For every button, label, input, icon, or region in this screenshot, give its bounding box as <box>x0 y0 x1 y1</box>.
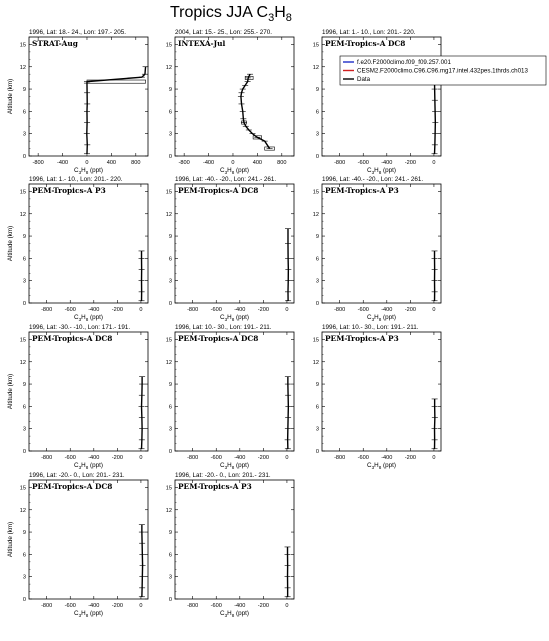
panel-header: 1996, Lat: -40.- -20., Lon: 241.- 261. <box>322 176 424 183</box>
panel-6 <box>313 176 441 322</box>
y-tick-label: 6 <box>168 256 172 263</box>
y-tick-label: 15 <box>312 42 319 49</box>
legend-label: Data <box>357 76 371 84</box>
x-tick-label: -200 <box>257 455 269 461</box>
y-tick-label: 0 <box>22 597 26 603</box>
x-tick-label: -800 <box>178 160 190 166</box>
y-tick-label: 15 <box>165 42 172 49</box>
x-axis-label-part: C <box>220 167 225 174</box>
x-tick-label: -600 <box>64 603 76 609</box>
x-axis-label-part: C <box>74 610 79 617</box>
x-tick-label: -200 <box>404 307 416 313</box>
x-axis-label-part: (ppt) <box>381 167 396 174</box>
panel-header: 1996, Lat: 18.- 24., Lon: 197.- 205. <box>29 29 126 36</box>
y-tick-label: 12 <box>312 211 319 218</box>
x-tick-label: 0 <box>432 455 436 461</box>
x-axis-label-part: (ppt) <box>234 314 249 321</box>
y-tick-label: 6 <box>315 256 319 263</box>
y-tick-label: 3 <box>22 574 26 581</box>
y-tick-label: 0 <box>168 597 172 603</box>
y-tick-label: 0 <box>22 154 26 160</box>
x-axis-label <box>367 314 396 322</box>
y-tick-label: 3 <box>22 278 26 285</box>
x-tick-label: 0 <box>85 160 89 166</box>
y-tick-label: 0 <box>22 449 26 455</box>
x-axis-label <box>74 462 103 470</box>
panel-4 <box>7 176 148 322</box>
y-tick-label: 3 <box>168 278 172 285</box>
y-tick-label: 3 <box>168 131 172 138</box>
x-axis-label-part: C <box>74 314 79 321</box>
panel-header: 1996, Lat: -20.- 0., Lon: 201.- 231. <box>29 472 125 479</box>
x-axis-label-part: 8 <box>378 465 382 470</box>
campaign-label: PEM-Tropics-A P3 <box>178 482 252 491</box>
panel-header: 1996, Lat: -40.- -20., Lon: 241.- 261. <box>175 176 277 183</box>
y-tick-label: 12 <box>19 64 26 71</box>
panel-frame <box>175 184 294 303</box>
panel-5 <box>166 176 294 322</box>
x-tick-label: 400 <box>106 160 117 166</box>
panel-frame <box>322 332 441 451</box>
x-tick-label: 800 <box>277 160 287 166</box>
x-tick-label: -200 <box>111 455 123 461</box>
x-tick-label: -400 <box>88 603 100 609</box>
x-tick-label: -400 <box>234 603 246 609</box>
panel-2 <box>166 29 294 175</box>
x-axis-label-part: C <box>220 314 225 321</box>
x-axis-label-part: (ppt) <box>88 314 103 321</box>
x-tick-label: -600 <box>64 307 76 313</box>
y-tick-label: 15 <box>19 337 26 344</box>
x-axis-label-part: 8 <box>85 317 89 322</box>
y-tick-label: 12 <box>165 507 172 514</box>
x-tick-label: -600 <box>357 455 369 461</box>
y-tick-label: 12 <box>165 359 172 366</box>
x-axis-label-part: 8 <box>231 317 235 322</box>
y-tick-label: 0 <box>315 154 319 160</box>
y-tick-label: 3 <box>22 131 26 138</box>
x-axis-label-part: 8 <box>378 170 382 175</box>
x-tick-label: -400 <box>202 160 215 166</box>
panel-frame <box>322 37 441 156</box>
x-axis-label-part: C <box>74 462 79 469</box>
y-tick-label: 12 <box>312 359 319 366</box>
y-tick-label: 3 <box>315 131 319 138</box>
y-tick-label: 15 <box>312 189 319 196</box>
x-tick-label: 0 <box>285 455 289 461</box>
campaign-label: PEM-Tropics-A DC8 <box>178 334 259 343</box>
campaign-label: PEM-Tropics-A DC8 <box>32 334 113 343</box>
y-tick-label: 9 <box>168 234 172 241</box>
panel-header: 1996, Lat: 1.- 10., Lon: 201.- 220. <box>322 29 416 36</box>
x-axis-label-part: C <box>74 167 79 174</box>
x-tick-label: 0 <box>231 160 235 166</box>
title-mid: H <box>274 4 286 21</box>
y-tick-label: 9 <box>168 382 172 389</box>
x-tick-label: -200 <box>111 307 123 313</box>
x-tick-label: -800 <box>32 160 44 166</box>
y-tick-label: 0 <box>315 301 319 307</box>
y-axis-label: Altitude (km) <box>7 225 14 262</box>
x-axis-label <box>220 167 249 175</box>
y-tick-label: 6 <box>168 404 172 411</box>
panel-header: 1996, Lat: 1.- 10., Lon: 201.- 220. <box>29 176 123 183</box>
y-tick-label: 15 <box>19 42 26 49</box>
campaign-label: STRAT-Aug <box>32 39 78 48</box>
campaign-label: PEM-Tropics-A P3 <box>325 186 399 195</box>
x-tick-label: -200 <box>404 455 416 461</box>
panels-container <box>7 29 441 618</box>
y-tick-label: 15 <box>312 337 319 344</box>
panel-frame <box>175 332 294 451</box>
y-tick-label: 15 <box>165 189 172 196</box>
x-axis-label-part: 3 <box>371 317 375 322</box>
x-axis-label-part: (ppt) <box>88 167 103 174</box>
x-axis-label-part: (ppt) <box>381 462 396 469</box>
x-tick-label: -400 <box>381 455 393 461</box>
x-tick-label: -200 <box>111 603 123 609</box>
x-axis-label-part: 3 <box>78 613 82 618</box>
panel-header: 2004, Lat: 15.- 25., Lon: 255.- 270. <box>175 29 272 36</box>
series-line-data <box>288 377 289 449</box>
x-axis-label-part: (ppt) <box>381 314 396 321</box>
x-tick-label: -600 <box>357 160 369 166</box>
x-tick-label: -600 <box>210 455 222 461</box>
x-tick-label: 0 <box>139 307 143 313</box>
y-tick-label: 0 <box>315 449 319 455</box>
panel-frame <box>29 480 148 599</box>
x-tick-label: -400 <box>88 455 100 461</box>
x-axis-label <box>74 610 103 618</box>
panel-header: 1996, Lat: 10.- 30., Lon: 191.- 211. <box>175 324 272 331</box>
legend <box>340 56 546 85</box>
x-tick-label: 800 <box>131 160 141 166</box>
y-tick-label: 0 <box>168 301 172 307</box>
x-axis-label <box>220 314 249 322</box>
x-tick-label: -400 <box>56 160 69 166</box>
x-axis-label-part: H <box>81 314 86 321</box>
x-axis-label-part: 3 <box>371 170 375 175</box>
x-tick-label: -400 <box>234 307 246 313</box>
x-axis-label-part: H <box>374 167 379 174</box>
x-tick-label: -800 <box>334 455 346 461</box>
x-axis-label-part: 8 <box>85 170 89 175</box>
figure-title <box>170 4 292 24</box>
x-tick-label: -400 <box>381 160 393 166</box>
x-axis-label-part: H <box>227 462 232 469</box>
y-tick-label: 3 <box>315 278 319 285</box>
x-axis-label-part: 3 <box>371 465 375 470</box>
y-tick-label: 12 <box>312 64 319 71</box>
x-tick-label: 0 <box>285 307 289 313</box>
y-tick-label: 9 <box>315 382 319 389</box>
x-tick-label: -200 <box>404 160 416 166</box>
y-tick-label: 12 <box>165 211 172 218</box>
y-tick-label: 6 <box>315 109 319 116</box>
x-tick-label: 400 <box>252 160 263 166</box>
x-axis-label-part: C <box>220 610 225 617</box>
title-subscript-8: 8 <box>285 12 292 24</box>
x-tick-label: 0 <box>432 160 436 166</box>
panel-frame <box>175 480 294 599</box>
x-tick-label: 0 <box>432 307 436 313</box>
x-axis-label-part: 3 <box>224 317 228 322</box>
panel-7 <box>7 324 148 470</box>
y-tick-label: 9 <box>168 87 172 94</box>
panel-3 <box>313 29 441 175</box>
x-tick-label: -400 <box>381 307 393 313</box>
x-axis-label-part: C <box>220 462 225 469</box>
x-axis-label-part: H <box>81 610 86 617</box>
x-axis-label-part: (ppt) <box>88 462 103 469</box>
series-line-data <box>435 74 436 154</box>
x-tick-label: -600 <box>210 603 222 609</box>
x-tick-label: -600 <box>64 455 76 461</box>
y-axis-label: Altitude (km) <box>7 373 14 410</box>
y-tick-label: 3 <box>315 426 319 433</box>
campaign-label: PEM-Tropics-A DC8 <box>32 482 113 491</box>
x-tick-label: -400 <box>88 307 100 313</box>
campaign-label: PEM-Tropics-A P3 <box>325 334 399 343</box>
y-tick-label: 12 <box>165 64 172 71</box>
x-axis-label <box>74 314 103 322</box>
x-axis-label-part: H <box>227 610 232 617</box>
x-axis-label-part: H <box>81 462 86 469</box>
x-axis-label-part: 8 <box>85 465 89 470</box>
y-tick-label: 12 <box>19 359 26 366</box>
y-tick-label: 0 <box>168 154 172 160</box>
campaign-label: INTEXA-Jul <box>178 39 226 48</box>
campaign-label: PEM-Tropics-A P3 <box>32 186 106 195</box>
x-axis-label-part: H <box>374 314 379 321</box>
x-tick-label: -800 <box>187 455 199 461</box>
y-tick-label: 9 <box>315 234 319 241</box>
x-tick-label: 0 <box>139 603 143 609</box>
x-axis-label-part: (ppt) <box>88 610 103 617</box>
x-axis-label-part: 8 <box>85 613 89 618</box>
title-main: Tropics JJA C <box>170 4 269 21</box>
x-axis-label-part: C <box>367 314 372 321</box>
x-axis-label-part: 3 <box>224 613 228 618</box>
x-axis-label <box>220 462 249 470</box>
y-tick-label: 12 <box>19 507 26 514</box>
x-axis-label-part: (ppt) <box>234 462 249 469</box>
x-axis-label-part: 3 <box>224 465 228 470</box>
panel-1 <box>7 29 149 175</box>
x-tick-label: -800 <box>334 307 346 313</box>
x-axis-label-part: (ppt) <box>234 610 249 617</box>
panel-header: 1996, Lat: -20.- 0., Lon: 201.- 231. <box>175 472 271 479</box>
series-line-data <box>142 377 143 449</box>
x-axis-label-part: 8 <box>378 317 382 322</box>
x-tick-label: -400 <box>234 455 246 461</box>
panel-header: 1996, Lat: -30.- -10., Lon: 171.- 191. <box>29 324 131 331</box>
x-axis-label <box>220 610 249 618</box>
y-tick-label: 15 <box>19 485 26 492</box>
y-tick-label: 3 <box>22 426 26 433</box>
x-axis-label-part: 3 <box>224 170 228 175</box>
x-axis-label-part: H <box>374 462 379 469</box>
x-axis-label-part: C <box>367 462 372 469</box>
x-tick-label: 0 <box>285 603 289 609</box>
y-tick-label: 15 <box>165 337 172 344</box>
x-tick-label: -800 <box>41 603 53 609</box>
y-tick-label: 6 <box>315 404 319 411</box>
x-tick-label: -800 <box>41 455 53 461</box>
x-axis-label-part: H <box>227 167 232 174</box>
panel-11 <box>166 472 294 618</box>
x-tick-label: -200 <box>257 307 269 313</box>
y-tick-label: 12 <box>19 211 26 218</box>
x-axis-label-part: 3 <box>78 317 82 322</box>
y-axis-label: Altitude (km) <box>7 78 14 115</box>
y-tick-label: 9 <box>315 87 319 94</box>
campaign-label: PEM-Tropics-A DC8 <box>178 186 259 195</box>
x-tick-label: -800 <box>187 603 199 609</box>
y-tick-label: 9 <box>22 382 26 389</box>
y-tick-label: 15 <box>165 485 172 492</box>
panel-9 <box>313 324 441 470</box>
panel-8 <box>166 324 294 470</box>
x-axis-label-part: 8 <box>231 613 235 618</box>
x-axis-label-part: H <box>227 314 232 321</box>
x-axis-label-part: 8 <box>231 170 235 175</box>
x-axis-label-part: C <box>367 167 372 174</box>
x-axis-label <box>367 462 396 470</box>
x-tick-label: -600 <box>210 307 222 313</box>
y-tick-label: 3 <box>168 574 172 581</box>
x-axis-label-part: (ppt) <box>234 167 249 174</box>
x-axis-label-part: H <box>81 167 86 174</box>
x-tick-label: -200 <box>257 603 269 609</box>
legend-label: f.e20.F2000climo.f09_f09.257.001 <box>357 59 451 67</box>
y-tick-label: 3 <box>168 426 172 433</box>
x-axis-label <box>74 167 103 175</box>
y-tick-label: 6 <box>22 552 26 559</box>
title-subscript-3: 3 <box>268 12 275 24</box>
x-axis-label-part: 3 <box>78 465 82 470</box>
panel-10 <box>7 472 148 618</box>
x-axis-label <box>367 167 396 175</box>
y-tick-label: 9 <box>22 87 26 94</box>
x-tick-label: -800 <box>41 307 53 313</box>
x-axis-label-part: 8 <box>231 465 235 470</box>
panel-frame <box>29 332 148 451</box>
y-tick-label: 6 <box>168 109 172 116</box>
y-tick-label: 0 <box>168 449 172 455</box>
series-line-data <box>142 525 143 597</box>
panel-frame <box>29 37 148 156</box>
x-tick-label: -800 <box>334 160 346 166</box>
panel-frame <box>29 184 148 303</box>
x-axis-label-part: 3 <box>78 170 82 175</box>
panel-frame <box>175 37 294 156</box>
y-tick-label: 6 <box>22 404 26 411</box>
y-axis-label: Altitude (km) <box>7 521 14 558</box>
x-tick-label: 0 <box>139 455 143 461</box>
legend-label: CESM2.F2000climo.C96.C96.mg17.intel.432pes.1thrds.ch013 <box>357 67 528 75</box>
y-tick-label: 6 <box>168 552 172 559</box>
y-tick-label: 15 <box>19 189 26 196</box>
x-tick-label: -600 <box>357 307 369 313</box>
y-tick-label: 0 <box>22 301 26 307</box>
y-tick-label: 9 <box>22 234 26 241</box>
y-tick-label: 9 <box>22 530 26 537</box>
panel-header: 1996, Lat: 10.- 30., Lon: 191.- 211. <box>322 324 419 331</box>
y-tick-label: 6 <box>22 256 26 263</box>
y-tick-label: 6 <box>22 109 26 116</box>
y-tick-label: 9 <box>168 530 172 537</box>
campaign-label: PEM-Tropics-A DC8 <box>325 39 406 48</box>
x-tick-label: -800 <box>187 307 199 313</box>
panel-frame <box>322 184 441 303</box>
